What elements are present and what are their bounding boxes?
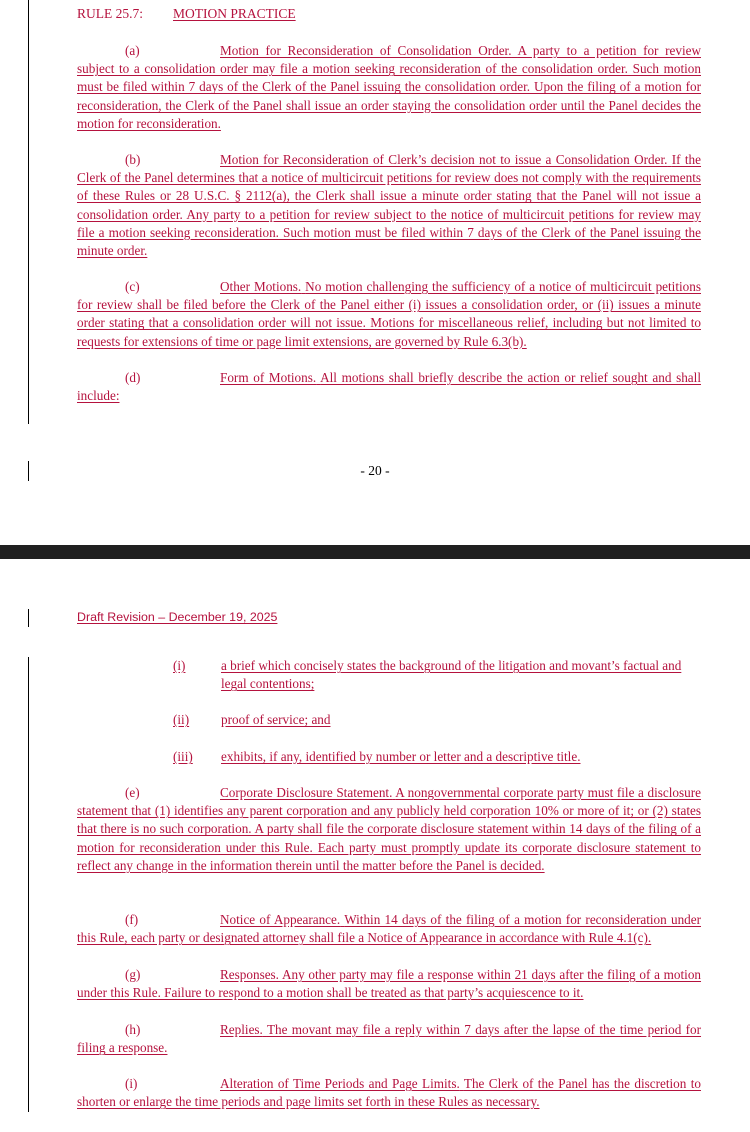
paragraph-title: Corporate Disclosure Statement.: [220, 785, 393, 800]
subitem-label: (iii): [173, 749, 193, 764]
paragraph-text: The movant may file a reply within 7 days after the lapse of the time period for filing a response.: [77, 1022, 702, 1056]
paragraph-title: Replies.: [220, 1022, 263, 1037]
paragraph-title: Notice of Appearance.: [220, 912, 341, 927]
change-bar: [28, 609, 29, 627]
paragraph-title: Form of Motions.: [220, 370, 317, 385]
rule-title: MOTION PRACTICE: [173, 6, 296, 21]
paragraph-text: The Clerk of the Panel has the discretion to shorten or enlarge the time periods and page limits set forth in these Rules as necessary.: [77, 1076, 701, 1110]
paragraph-label: (e): [125, 785, 140, 800]
subitem-text: proof of service; and: [221, 712, 331, 727]
paragraph-e: [77, 784, 701, 875]
paragraph-label: (g): [125, 967, 141, 982]
subitem-text: exhibits, if any, identified by number or letter and a descriptive title.: [221, 749, 581, 764]
paragraph-text: Any other party may file a response within 21 days after the filing of a motion under this Rule. Failure to respond to a motion shall be treated as that party’s acquiescence to it.: [77, 967, 702, 1001]
subitem-ii: [173, 711, 701, 729]
paragraph-text: No motion challenging the sufficiency of a notice of multicircuit petitions for review shall be filed before the Clerk of the Panel either (i) issues a consolidation order, or (ii) issues a minute order stating that a consolidation order will not issue. Motions for miscellaneous relief, including but not limited to requests for extensions of time or page limit extensions, are governed by Rule 6.3(b).: [77, 279, 701, 349]
paragraph-a: [77, 42, 701, 133]
rule-heading: [77, 6, 296, 22]
paragraph-label: (b): [125, 152, 141, 167]
paragraph-title: Alteration of Time Periods and Page Limits.: [220, 1076, 460, 1091]
subitem-label: (i): [173, 658, 186, 673]
paragraph-g: [77, 966, 701, 1002]
subitem-text: a brief which concisely states the background of the litigation and movant’s factual and legal contentions;: [221, 658, 682, 692]
draft-revision-header: Draft Revision – December 19, 2025: [77, 610, 278, 624]
paragraph-label: (i): [125, 1076, 138, 1091]
paragraph-text: All motions shall briefly describe the action or relief sought and shall include:: [77, 370, 701, 404]
paragraph-text: A nongovernmental corporate party must file a disclosure statement that (1) identifies any parent corporation and any publicly held corporation 10% or more of it; or (2) states that there is no such corporation. A party shall file the corporate disclosure statement within 14 days of the filing of a motion for reconsideration under this Rule. Each party must promptly update its corporate disclosure statement to reflect any change in the information therein until the matter before the Panel is decided.: [77, 785, 701, 873]
paragraph-title: Motion for Reconsideration of Consolidation Order.: [220, 43, 512, 58]
paragraph-b: [77, 151, 701, 260]
change-bar: [28, 657, 29, 1112]
paragraph-label: (h): [125, 1022, 141, 1037]
paragraph-title: Other Motions.: [220, 279, 302, 294]
paragraph-label: (a): [125, 43, 140, 58]
document-page-1: [0, 0, 750, 545]
paragraph-label: (f): [125, 912, 139, 927]
paragraph-f: [77, 911, 701, 947]
paragraph-label: (c): [125, 279, 140, 294]
paragraph-title: Motion for Reconsideration of Clerk’s decision not to issue a Consolidation Order.: [220, 152, 668, 167]
page-number: - 20 -: [360, 463, 390, 478]
rule-number: RULE 25.7:: [77, 6, 143, 21]
paragraph-text: If the Clerk of the Panel determines that a notice of multicircuit petitions for review does not comply with the requirements of these Rules or 28 U.S.C. § 2112(a), the Clerk shall issue a minute order stating that the Panel will not issue a consolidation order. Any party to a petition for review subject to the notice of multicircuit petitions for review may file a motion seeking reconsideration. Such motion must be filed within 7 days of the Clerk of the Panel issuing the minute order.: [77, 152, 702, 259]
paragraph-title: Responses.: [220, 967, 279, 982]
paragraph-i: [77, 1075, 701, 1111]
paragraph-c: [77, 278, 701, 351]
subitem-iii: [173, 748, 701, 766]
page-divider: [0, 545, 750, 559]
paragraph-d: [77, 369, 701, 405]
subitem-label: (ii): [173, 712, 190, 727]
change-bar: [28, 0, 29, 424]
subitem-i: [173, 657, 701, 693]
paragraph-text: A party to a petition for review subject to a consolidation order may file a motion seeking reconsideration of the consolidation order. Such motion must be filed within 7 days of the Clerk of the Panel issuing the consolidation order. Upon the filing of a motion for reconsideration, the Clerk of the Panel shall issue an order staying the consolidation order until the Panel decides the motion for reconsideration.: [77, 43, 701, 131]
paragraph-label: (d): [125, 370, 141, 385]
paragraph-h: [77, 1021, 701, 1057]
paragraph-text: Within 14 days of the filing of a motion for reconsideration under this Rule, each party or designated attorney shall file a Notice of Appearance in accordance with Rule 4.1(c).: [77, 912, 701, 946]
